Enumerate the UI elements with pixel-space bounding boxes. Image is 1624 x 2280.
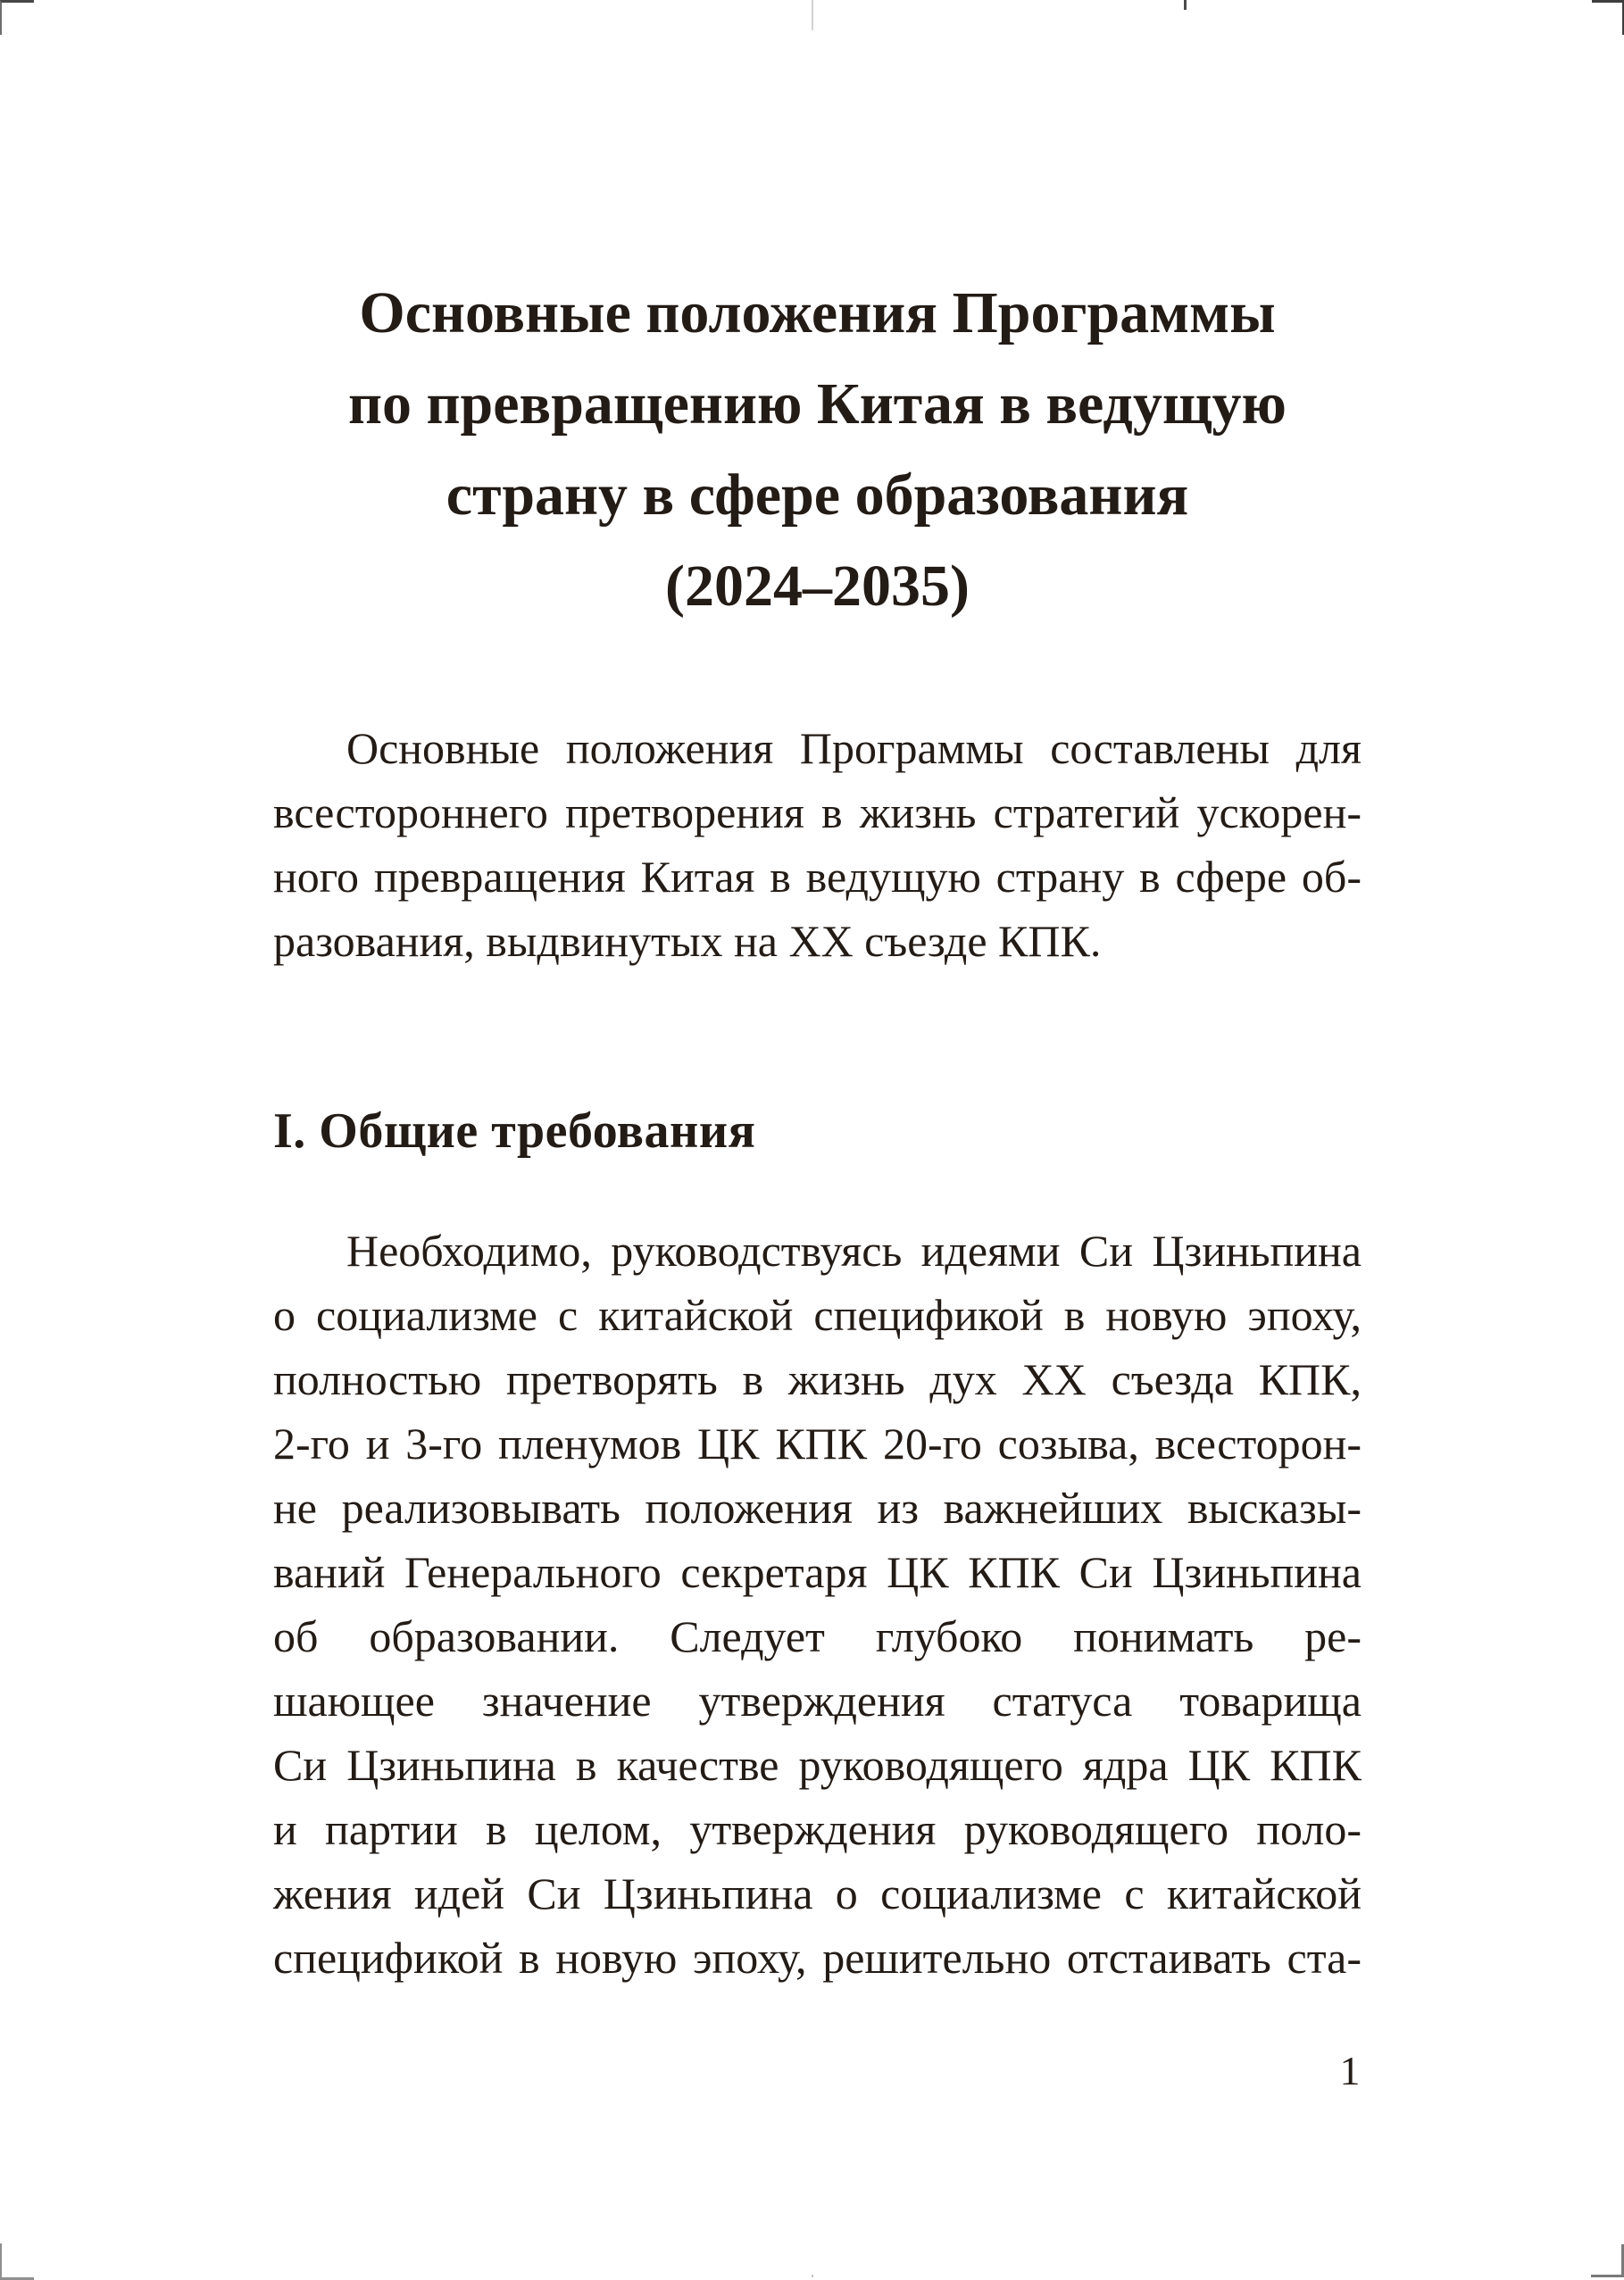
text-line: ваний Генерального секретаря ЦК КПК Си Цзиньпина: [273, 1547, 1362, 1597]
text-line: не реализовывать положения из важнейших высказы-: [273, 1483, 1362, 1533]
text-line: и партии в целом, утверждения руководящего поло-: [273, 1804, 1362, 1854]
text-line: полностью претворять в жизнь дух XX съезда КПК,: [273, 1354, 1362, 1404]
text-line: (2024–2035): [665, 553, 970, 619]
text-line: разования, выдвинутых на XX съезде КПК.: [273, 916, 1102, 966]
scan-fold-line-top: [812, 0, 813, 30]
text-line: шающее значение утверждения статуса товарища: [273, 1676, 1362, 1726]
scan-corner-mark-bottom-left: [0, 2243, 34, 2280]
text-line: Си Цзиньпина в качестве руководящего ядра ЦК КПК: [273, 1740, 1362, 1790]
scan-corner-mark-bottom-right: [1591, 2244, 1624, 2277]
text-line: об образовании. Следует глубоко понимать ре-: [273, 1611, 1362, 1661]
text-line: Основные положения Программы составлены для: [346, 723, 1362, 773]
page-number: 1: [1339, 2048, 1361, 2093]
scan-edge-tick-top: [1184, 0, 1187, 10]
text-line: ного превращения Китая в ведущую страну в сфере об-: [273, 852, 1362, 902]
text-line: о социализме с китайской спецификой в новую эпоху,: [273, 1290, 1362, 1340]
body-paragraph: [273, 1219, 1362, 1990]
document-title: [273, 268, 1362, 632]
scan-corner-mark-top-left: [0, 0, 34, 35]
text-line: Основные положения Программы: [359, 280, 1276, 345]
intro-paragraph: [273, 716, 1362, 973]
section-heading: I. Общие требования: [273, 1103, 756, 1159]
text-line: 2-го и 3-го пленумов ЦК КПК 20-го созыва, всесторон-: [273, 1419, 1362, 1469]
text-line: жения идей Си Цзиньпина о социализме с китайской: [273, 1868, 1362, 1918]
text-line: по превращению Китая в ведущую: [348, 371, 1287, 437]
scan-corner-mark-top-right: [1592, 0, 1624, 35]
text-line: страну в сфере образования: [446, 462, 1189, 528]
text-line: Необходимо, руководствуясь идеями Си Цзиньпина: [346, 1226, 1362, 1276]
text-line: всестороннего претворения в жизнь стратегий ускорен-: [273, 787, 1362, 837]
text-line: спецификой в новую эпоху, решительно отстаивать ста-: [273, 1933, 1362, 1983]
